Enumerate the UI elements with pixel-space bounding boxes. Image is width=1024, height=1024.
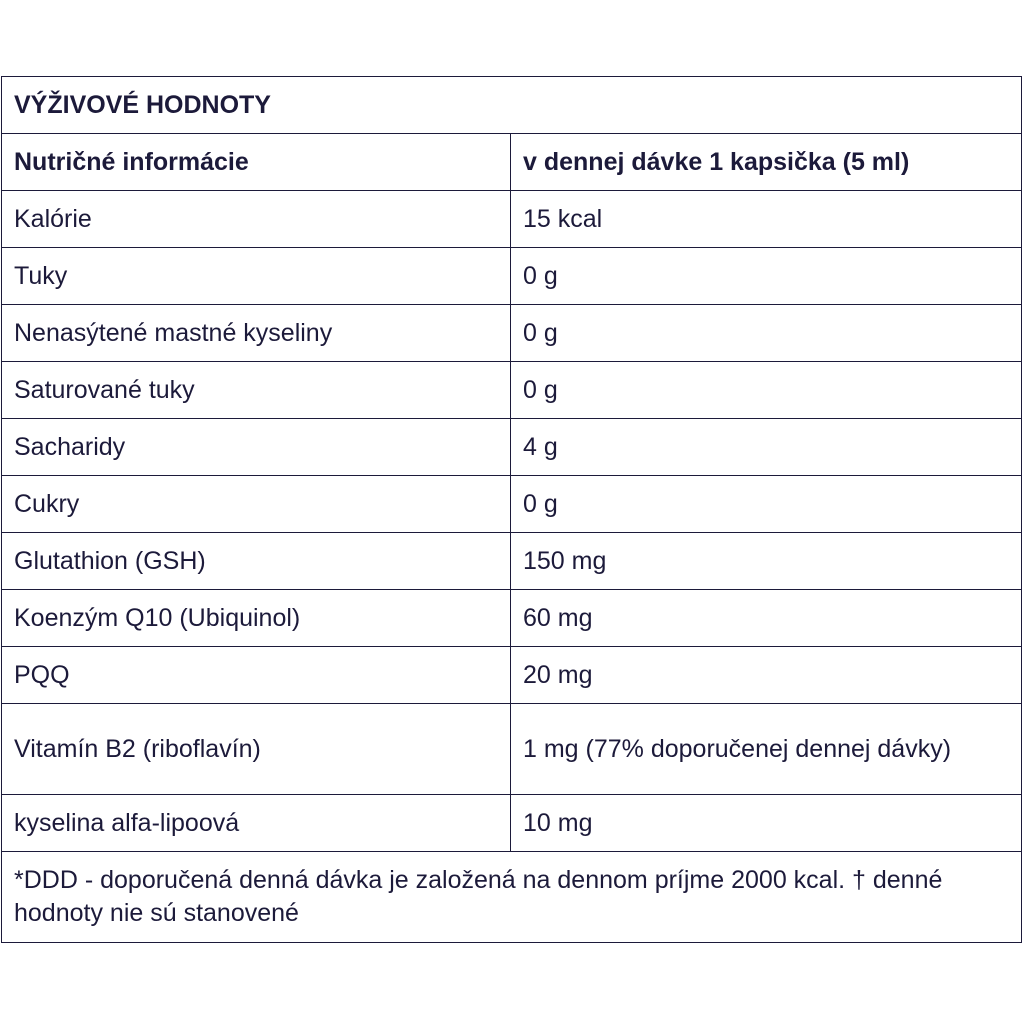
table-row — [2, 476, 1022, 533]
title-row — [2, 77, 1022, 134]
table-row — [2, 362, 1022, 419]
table-row — [2, 704, 1022, 795]
nutrient-name: PQQ — [2, 647, 511, 704]
nutrient-value: 0 g — [511, 305, 1022, 362]
nutrition-table — [1, 76, 1022, 943]
nutrient-value: 15 kcal — [511, 191, 1022, 248]
footnote: *DDD - doporučená denná dávka je založená na dennom príjme 2000 kcal. † denné hodnoty nie sú stanovené — [2, 852, 1022, 943]
nutrient-value: 1 mg (77% doporučenej dennej dávky) — [511, 704, 1022, 795]
nutrient-value: 0 g — [511, 362, 1022, 419]
table-row — [2, 647, 1022, 704]
nutrient-name: Glutathion (GSH) — [2, 533, 511, 590]
table-title: VÝŽIVOVÉ HODNOTY — [2, 77, 1022, 134]
footnote-row — [2, 852, 1022, 943]
nutrient-value: 60 mg — [511, 590, 1022, 647]
header-daily-dose: v dennej dávke 1 kapsička (5 ml) — [511, 134, 1022, 191]
nutrient-value: 150 mg — [511, 533, 1022, 590]
table-row — [2, 590, 1022, 647]
nutrient-name: Koenzým Q10 (Ubiquinol) — [2, 590, 511, 647]
header-nutrition-info: Nutričné informácie — [2, 134, 511, 191]
nutrient-name: Saturované tuky — [2, 362, 511, 419]
nutrient-name: Cukry — [2, 476, 511, 533]
nutrient-name: Tuky — [2, 248, 511, 305]
table-row — [2, 533, 1022, 590]
table-row — [2, 419, 1022, 476]
nutrient-value: 20 mg — [511, 647, 1022, 704]
nutrient-name: Vitamín B2 (riboflavín) — [2, 704, 511, 795]
nutrient-name: kyselina alfa-lipoová — [2, 795, 511, 852]
nutrient-value: 4 g — [511, 419, 1022, 476]
nutrient-name: Sacharidy — [2, 419, 511, 476]
table-row — [2, 191, 1022, 248]
table-row — [2, 795, 1022, 852]
nutrient-name: Kalórie — [2, 191, 511, 248]
table-row — [2, 248, 1022, 305]
nutrient-value: 0 g — [511, 248, 1022, 305]
nutrient-value: 10 mg — [511, 795, 1022, 852]
nutrient-value: 0 g — [511, 476, 1022, 533]
header-row — [2, 134, 1022, 191]
nutrient-name: Nenasýtené mastné kyseliny — [2, 305, 511, 362]
table-row — [2, 305, 1022, 362]
